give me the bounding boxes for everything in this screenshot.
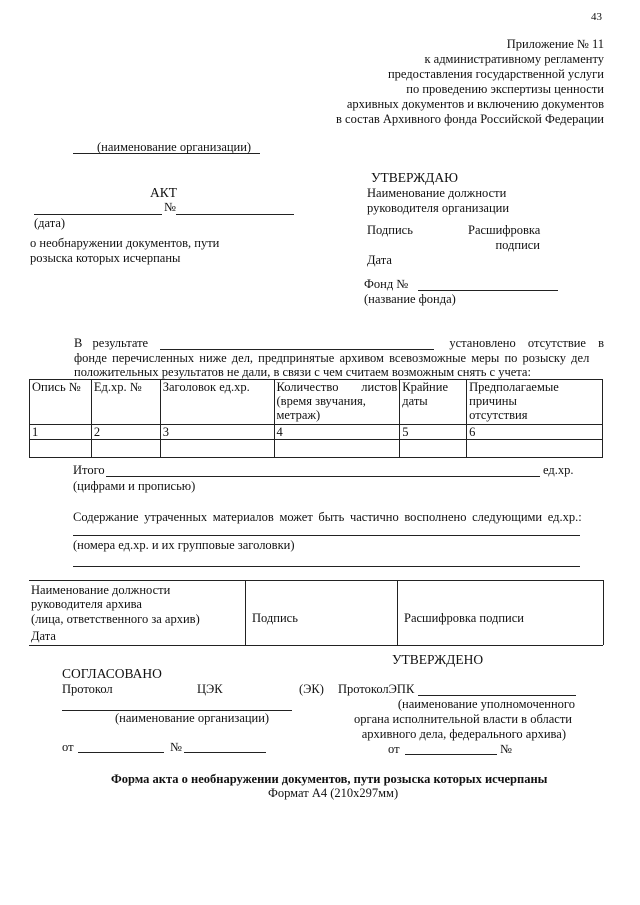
page-number: 43 bbox=[591, 11, 602, 23]
result-line bbox=[160, 349, 434, 350]
agreed-number-sign: № bbox=[170, 740, 182, 754]
body-line-2: фонде перечисленных ниже дел, предпринятые архивом всевозможные меры по розыску дел bbox=[74, 351, 590, 365]
agreed-date-line bbox=[78, 752, 164, 753]
table-header-quantity-line-2: (время звучания, bbox=[276, 394, 366, 408]
table-header-dates bbox=[400, 380, 467, 425]
table-cell bbox=[160, 440, 274, 458]
table-header-quantity-line-1: Количество листов bbox=[276, 380, 398, 394]
total-caption: (цифрами и прописью) bbox=[73, 479, 196, 493]
table-header-inventory: Опись № bbox=[30, 380, 92, 425]
archive-block-bottom bbox=[29, 645, 603, 646]
act-title: АКТ bbox=[150, 185, 177, 200]
approve-fond-line bbox=[418, 290, 558, 291]
table-cell bbox=[274, 440, 400, 458]
total-label: Итого bbox=[73, 463, 105, 477]
appendix-line-5: архивных документов и включению документов bbox=[346, 97, 604, 111]
act-number-line bbox=[176, 214, 294, 215]
total-line bbox=[106, 476, 540, 477]
table-cell bbox=[30, 440, 92, 458]
act-date-line bbox=[34, 214, 162, 215]
agreed-from: от bbox=[62, 740, 74, 754]
table-header-dates-line-1: Крайние bbox=[402, 380, 448, 394]
table-header-reasons-line-3: отсутствия bbox=[469, 408, 528, 422]
table-header-reasons-line-1: Предполагаемые bbox=[469, 380, 559, 394]
archive-signature: Подпись bbox=[252, 611, 298, 625]
table-number-cell: 6 bbox=[467, 425, 603, 440]
archive-block-top bbox=[29, 580, 603, 581]
act-subject-line-2: розыска которых исчерпаны bbox=[30, 251, 181, 265]
approved-from: от bbox=[388, 742, 400, 756]
approve-date: Дата bbox=[367, 253, 392, 267]
result-tail: установлено отсутствие в bbox=[449, 336, 604, 350]
archive-position-line-2: руководителя архива bbox=[31, 597, 142, 611]
table-header-reasons bbox=[467, 380, 603, 425]
agreed-number-line bbox=[184, 752, 266, 753]
appendix-line-3: предоставления государственной услуги bbox=[387, 67, 604, 81]
appendix-line-2: к административному регламенту bbox=[424, 52, 604, 66]
approve-decoding-line-2: подписи bbox=[495, 238, 540, 252]
approve-title: УТВЕРЖДАЮ bbox=[371, 170, 459, 185]
restore-text: Содержание утраченных материалов может быть частично восполнено следующими ед.хр.: bbox=[73, 510, 582, 524]
archive-block-divider-2 bbox=[397, 580, 398, 645]
agreed-cek: ЦЭК bbox=[197, 682, 223, 696]
total-unit: ед.хр. bbox=[543, 463, 574, 477]
approved-caption-line-1: (наименование уполномоченного bbox=[397, 697, 575, 711]
act-date-caption: (дата) bbox=[34, 216, 66, 230]
table-cell bbox=[91, 440, 160, 458]
appendix-line-1: Приложение № 11 bbox=[506, 37, 604, 51]
approved-date-line bbox=[405, 754, 497, 755]
table-number-row bbox=[30, 425, 603, 440]
table-header-row bbox=[30, 380, 603, 425]
result-word: В результате bbox=[74, 336, 149, 350]
appendix-line-6: в состав Архивного фонда Российской Федерации bbox=[336, 112, 604, 126]
table-header-dates-line-2: даты bbox=[402, 394, 428, 408]
agreed-title: СОГЛАСОВАНО bbox=[62, 666, 162, 681]
archive-block-right bbox=[603, 580, 604, 645]
table-number-cell: 4 bbox=[274, 425, 400, 440]
archive-block-divider-1 bbox=[245, 580, 246, 645]
approve-position-line-1: Наименование должности bbox=[367, 186, 507, 200]
agreed-ek: (ЭК) bbox=[299, 682, 324, 696]
approved-caption-line-2: органа исполнительной власти в области bbox=[353, 712, 572, 726]
table-header-title: Заголовок ед.хр. bbox=[160, 380, 274, 425]
table-cell bbox=[400, 440, 467, 458]
approve-position-line-2: руководителя организации bbox=[367, 201, 510, 215]
table-number-cell: 5 bbox=[400, 425, 467, 440]
approved-epk-line bbox=[418, 695, 576, 696]
restore-line-1 bbox=[73, 535, 580, 536]
org-name-caption: (наименование организации) bbox=[97, 140, 252, 154]
missing-items-table bbox=[29, 379, 603, 458]
table-number-cell: 1 bbox=[30, 425, 92, 440]
archive-date: Дата bbox=[31, 629, 56, 643]
archive-decoding: Расшифровка подписи bbox=[404, 611, 524, 625]
table-number-cell: 3 bbox=[160, 425, 274, 440]
table-number-cell: 2 bbox=[91, 425, 160, 440]
approved-caption-line-3: архивного дела, федерального архива) bbox=[361, 727, 566, 741]
table-header-reasons-line-2: причины bbox=[469, 394, 517, 408]
footer-format: Формат А4 (210х297мм) bbox=[268, 786, 399, 800]
archive-position-line-3: (лица, ответственного за архив) bbox=[31, 612, 200, 626]
approved-protocol-epk: ПротоколЭПК bbox=[338, 682, 415, 696]
appendix-line-4: по проведению экспертизы ценности bbox=[406, 82, 604, 96]
table-header-quantity-line-3: метраж) bbox=[276, 408, 321, 422]
approve-signature: Подпись bbox=[367, 223, 413, 237]
table-cell bbox=[467, 440, 603, 458]
table-header-quantity bbox=[274, 380, 400, 425]
table-row bbox=[30, 440, 603, 458]
approve-decoding-line-1: Расшифровка bbox=[468, 223, 541, 237]
body-line-3: положительных результатов не дали, в связи с чем считаем возможным снять с учета: bbox=[74, 365, 531, 379]
approve-fond-caption: (название фонда) bbox=[364, 292, 456, 306]
restore-line-2 bbox=[73, 566, 580, 567]
act-number-sign: № bbox=[164, 200, 176, 214]
agreed-protocol: Протокол bbox=[62, 682, 113, 696]
table-header-unit: Ед.хр. № bbox=[91, 380, 160, 425]
restore-caption: (номера ед.хр. и их групповые заголовки) bbox=[73, 538, 295, 552]
archive-position-line-1: Наименование должности bbox=[31, 583, 171, 597]
approved-number-sign: № bbox=[500, 742, 512, 756]
approve-fond: Фонд № bbox=[364, 277, 409, 291]
act-subject-line-1: о необнаружении документов, пути bbox=[30, 236, 220, 250]
approved-title: УТВЕРЖДЕНО bbox=[392, 652, 484, 667]
agreed-caption: (наименование организации) bbox=[115, 711, 270, 725]
footer-title: Форма акта о необнаружении документов, пути розыска которых исчерпаны bbox=[111, 772, 548, 786]
